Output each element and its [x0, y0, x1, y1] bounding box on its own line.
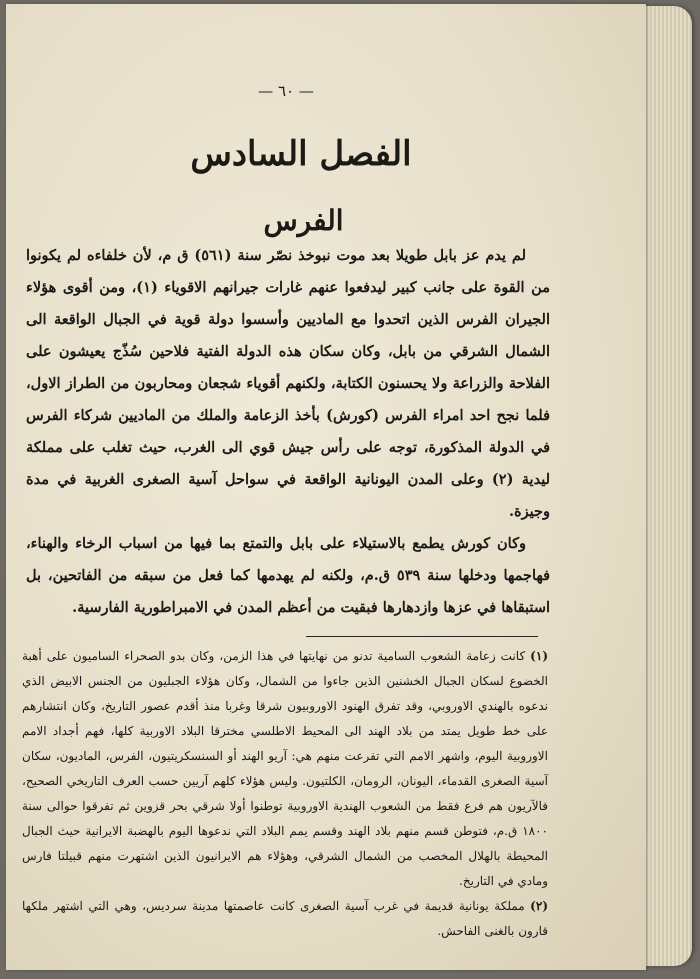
footnote-divider	[306, 636, 538, 637]
body-text	[26, 240, 550, 624]
footnotes	[22, 644, 548, 944]
chapter-title: الفصل السادس	[190, 134, 412, 174]
footnote-number: (١)	[530, 649, 548, 663]
page-number: — ٦٠ —	[258, 82, 314, 100]
section-title: الفرس	[263, 204, 344, 237]
footnote-number: (٢)	[530, 899, 548, 913]
paragraph: وكان كورش يطمع بالاستيلاء على بابل والتمتع بما فيها من اسباب الرخاء والهناء، فهاجمها ودخلها سنة ٥٣٩ ق.م، ولكنه لم يهدمها كما فعل من سبقه من الفاتحين، بل استبقاها في عزها وازدهارها فبقيت من أعظم المدن في الامبراطورية الفارسية.	[26, 535, 551, 616]
footnote	[22, 644, 548, 894]
book-page	[6, 4, 646, 970]
footnote-text: مملكة يونانية قديمة في غرب آسية الصغرى كانت عاصمتها مدينة سرديس، وهي التي اشتهر ملكها قارون بالغنى الفاحش.	[22, 899, 548, 938]
paragraph: لم يدم عز بابل طويلا بعد موت نبوخذ نصّر سنة (٥٦١) ق م، لأن خلفاءه لم يكونوا من القوة على جانب كبير ليدفعوا عنهم غارات جيرانهم الاقوياء (١)، ومن أقوى هؤلاء الجيران الفرس الذين اتحدوا مع الماديين وأسسوا دولة قوية في الجبال الواقعة الى الشمال الشرقي من بابل، وكان سكان هذه الدولة الفتية فلاحين سُذّج يعيشون على الفلاحة والزراعة ولا يحسنون الكتابة، ولكنهم أقوياء شجعان ومحاربون من الطراز الاول، فلما نجح احد امراء الفرس (كورش) بأخذ الزعامة والملك من الماديين شركاء الفرس في الدولة المذكورة، توجه على رأس جيش قوي الى الغرب، حيث تغلب على مملكة ليدية (٢) وعلى المدن اليونانية الواقعة في سواحل آسية الصغرى الغربية في مدة وجيزة.	[26, 247, 550, 520]
footnote-text: كانت زعامة الشعوب السامية تدنو من نهايتها في هذا الزمن، وكان بدو الصحراء الساميون على أهبة الخضوع لسكان الجبال الخشنين الذين جاءوا من الشمال، وكان هؤلاء الجبليون من الجنس الابيض الذي ندعوه بالهندي الاوروبي، وقد تفرق الهنود الاوروبيون شرقا وغربا منذ أقدم عصور التاريخ، وكان انتشارهم على خط طويل يمتد من بلاد الهند الى المحيط الاطلسي مخترقا البلاد الاوربية كلها، فهم أجداد الامم الاوروبية اليوم، واشهر الامم التي تفرعت منهم هي: آريو الهند أو السنسكريتيون، الفرس، الماديون، سكان آسية الصغرى القدماء، اليونان، الرومان، الكلتيون. وليس هؤلاء كلهم آريين حسب العرف التاريخي الصحيح، فالآريون هم فرع فقط من الشعوب الهندية الاوروبية توطنوا أولا شرقي بحر قزوين ثم تفرقوا حوالى سنة ١٨٠٠ ق.م، فتوطن قسم منهم بلاد الهند وقسم يمم البلاد التي ندعوها اليوم بالهضبة الايرانية حيث الجبال المحيطة بالهلال المخصب من الشمال الشرقي، وهؤلاء هم الايرانيون الذين اشتهرت منهم قبيلتا فارس ومادي في التاريخ.	[22, 649, 548, 888]
footnote	[22, 894, 548, 944]
